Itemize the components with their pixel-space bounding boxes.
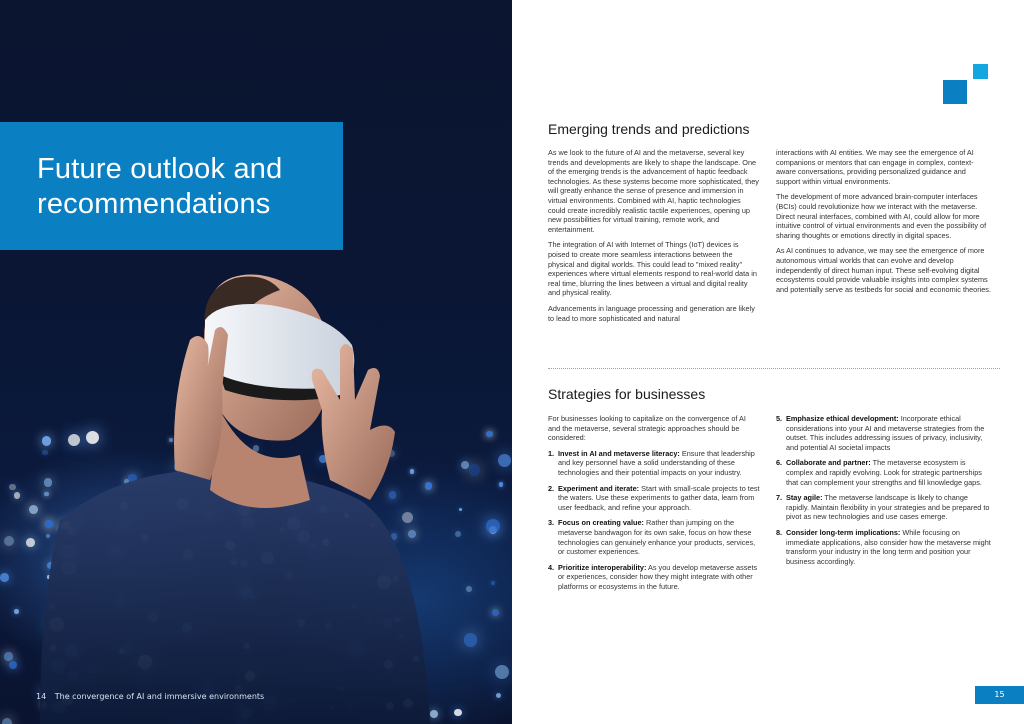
strategy-item	[776, 458, 991, 487]
emerging-paragraph: As we look to the future of AI and the metaverse, several key trends and developments are likely to shape the landscape. One of the emerging trends is the advancement of haptic feedback technologies. As these systems become more sophisticated, they will greatly enhance the sense of presence and immersion in virtual environments. Combined with AI, haptic technologies could create incredibly realistic tactile experiences, opening up new possibilities for virtual training, remote work, and entertainment.	[548, 148, 759, 234]
strategy-text: Incorporate ethical considerations into your AI and metaverse strategies from the outset. This includes addressing issues of privacy, inclusivity, and potential AI societal impacts	[786, 414, 985, 452]
strategy-item	[776, 528, 991, 566]
emerging-paragraph: interactions with AI entities. We may see the emergence of AI companions or mentors that can engage in complex, context-aware conversations, providing personalized guidance and support within virtual environments.	[776, 148, 974, 186]
strategy-text: As you develop metaverse assets or experiences, consider how they might integrate with other platforms or ecosystems in the future.	[558, 562, 758, 591]
strategy-item	[776, 493, 991, 522]
strategy-number: 6.	[776, 458, 783, 468]
strategy-item	[548, 518, 760, 556]
strategy-number: 1.	[548, 448, 555, 458]
emerging-column-1	[548, 148, 760, 329]
strategy-number: 5.	[776, 414, 783, 423]
emerging-column-2	[776, 148, 991, 300]
strategies-intro: For businesses looking to capitalize on the convergence of AI and the metaverse, several strategic approaches should be considered:	[548, 414, 746, 443]
page-title: Future outlook and recommendations	[37, 153, 283, 220]
strategy-title: Emphasize ethical development:	[786, 414, 899, 423]
strategy-text: The metaverse landscape is likely to change rapidly. Maintain flexibility in your strategies and be prepared to pivot as new technologies and use cases emerge.	[786, 493, 990, 522]
strategy-title: Collaborate and partner:	[786, 458, 871, 468]
section-divider	[548, 368, 1000, 369]
strategy-title: Invest in AI and metaverse literacy:	[558, 448, 680, 458]
emerging-paragraph: Advancements in language processing and generation are likely to lead to more sophisticated and natural	[548, 303, 755, 323]
strategy-text: Start with small-scale projects to test the waters. Use these experiments to gather data, learn from user feedback, and refine your approach.	[558, 483, 760, 512]
right-page	[512, 0, 1024, 724]
strategy-title: Stay agile:	[786, 493, 823, 503]
strategy-text: Rather than jumping on the metaverse bandwagon for its own sake, focus on how these technologies can genuinely enhance your products, services, or customer experiences.	[558, 518, 756, 557]
decorative-square-small	[973, 64, 988, 79]
left-footer	[36, 692, 270, 701]
strategies-list-right	[776, 414, 991, 566]
strategies-column-1	[548, 414, 760, 598]
strategies-list-left	[548, 449, 760, 592]
strategy-title: Focus on creating value:	[558, 518, 644, 528]
strategy-number: 4.	[548, 562, 555, 572]
strategy-item	[548, 449, 760, 478]
strategy-text: The metaverse ecosystem is complex and rapidly evolving. Look for strategic partnerships that can complement your strengths and fill knowledge gaps.	[786, 458, 982, 487]
strategy-text: Ensure that leadership and key personnel have a solid understanding of these technologies and their potential impacts on your industry.	[558, 448, 755, 477]
strategy-item	[548, 484, 760, 513]
strategy-number: 7.	[776, 493, 783, 503]
strategy-title: Prioritize interoperability:	[558, 562, 647, 572]
strategies-column-2	[776, 414, 991, 572]
strategy-number: 2.	[548, 483, 555, 493]
strategy-text: While focusing on immediate applications, also consider how the metaverse might transform your industry in the long term and position your business accordingly.	[786, 527, 991, 566]
emerging-trends-heading: Emerging trends and predictions	[548, 121, 750, 137]
strategy-number: 3.	[548, 518, 555, 528]
strategy-title: Consider long-term implications:	[786, 527, 901, 537]
strategy-item	[776, 414, 991, 452]
left-page-number: 14	[36, 692, 47, 701]
emerging-paragraph: As AI continues to advance, we may see the emergence of more autonomous virtual worlds that can evolve and develop independently of direct human input. These self-evolving digital ecosystems could provide valuable insights into complex systems and potentially serve as testbeds for social and economic theories.	[776, 246, 991, 294]
strategy-title: Experiment and iterate:	[558, 483, 640, 493]
right-page-number: 15	[975, 686, 1024, 704]
decorative-square-large	[943, 80, 967, 104]
strategy-number: 8.	[776, 527, 783, 537]
emerging-paragraph: The development of more advanced brain-computer interfaces (BCIs) could revolutionize how we interact with the metaverse. Direct neural interfaces, combined with AI, could allow for more intuitive control of virtual environments and even the possibility of sharing thoughts or emotions directly in digital spaces.	[776, 192, 987, 240]
emerging-paragraph: The integration of AI with Internet of Things (IoT) devices is poised to create more seamless interactions between the physical and digital worlds. This could lead to "mixed reality" experiences where virtual elements respond to real-world data in real time, blurring the lines between a virtual and digital reality and physical reality.	[548, 240, 757, 298]
strategies-heading: Strategies for businesses	[548, 386, 706, 402]
strategy-item	[548, 563, 760, 592]
publication-title: The convergence of AI and immersive environments	[54, 692, 265, 701]
